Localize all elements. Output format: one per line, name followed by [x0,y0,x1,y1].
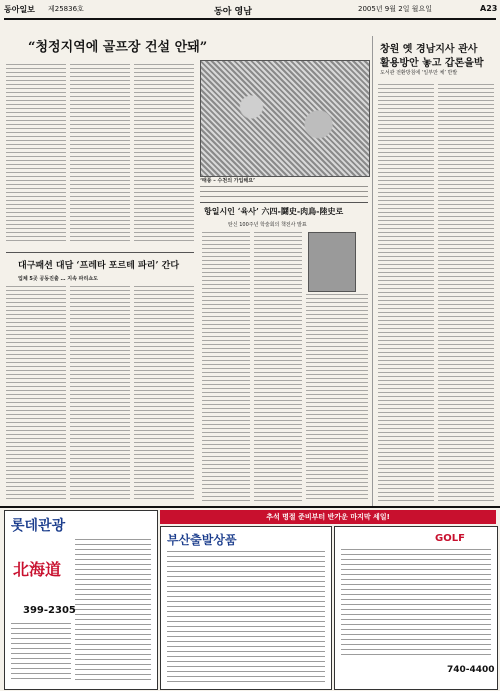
right-subheadline: 활용방안 놓고 갑론을박 [380,58,484,69]
left-ad-phone: 399-2305 [23,605,76,616]
column-portrait [308,232,356,292]
right-ad-details [341,549,491,659]
left-ad-destination: 北海道 [13,560,62,579]
main-article-body-col2 [70,64,130,244]
main-headline: “청정지역에 골프장 건설 안돼” [28,40,208,55]
second-article-body-col2 [70,286,130,501]
page-number: A23 [480,4,498,13]
center-ad-brand: 부산출발상품 [167,533,237,547]
left-ad-brand: 롯데관광 [11,518,66,534]
ad-divider [0,506,500,508]
right-article-body-col1 [378,84,434,504]
right-ad-phone: 740-4400 [447,665,495,675]
section-rule-2 [200,202,368,203]
masthead [4,2,496,20]
main-article-body-col1 [6,64,66,244]
left-ad [4,510,158,690]
column-body-col3 [306,294,368,502]
center-ad-banner: 추석 명절 준비부터 반가운 마지막 세일! [160,510,496,524]
section-title: 동아 영남 [214,7,252,17]
column-body-col2 [254,232,302,502]
right-subhead: 도서관 전환방침에 ‘일부만 체’ 반발 [380,70,458,76]
photo-caption: ‘태풍 – 수천의 가입해요’ [200,178,255,184]
column-headline: 항일시인 ‘육사’ 六四-鬪史-肉鳥-陸史로 [204,206,344,216]
left-ad-details [75,539,151,683]
column-body-col1 [202,232,250,502]
right-headline: 창원 옛 경남지사 관사 [380,44,478,55]
second-headline: 대구패션 대담 ‘프레타 포르테 파리’ 간다 [18,261,180,271]
left-ad-details-2 [11,623,71,683]
column-subhead: 탄신 100주년 학술회의 책전사 발표 [228,222,307,228]
right-article-body-col2 [438,84,494,504]
center-ad [160,526,332,690]
second-subhead: 업체 5곳 공동진출 … 지속 파리쇼도 [18,276,98,282]
main-photo [200,60,370,177]
main-article-body-col3 [134,64,194,244]
second-article-body-col1 [6,286,66,501]
right-ad [334,526,498,690]
issue-date: 2005년 9월 2일 월요일 [358,5,432,13]
second-article-body-col3 [134,286,194,501]
photo-caption-text [200,186,368,198]
right-column-rule [372,36,373,506]
right-ad-title: GOLF [435,533,465,544]
paper-name: 동아일보 [4,5,35,14]
section-rule-1 [6,252,194,253]
issue-number: 제25836호 [48,5,84,13]
center-ad-details [167,551,325,683]
